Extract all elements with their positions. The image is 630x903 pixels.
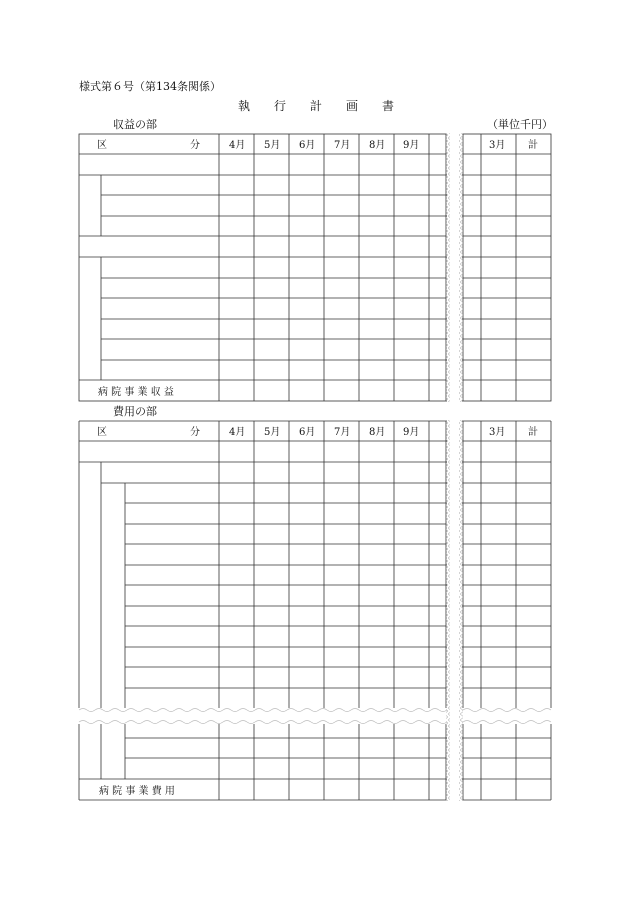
revenue-table (79, 134, 551, 401)
revenue-table-frame (79, 134, 551, 401)
expense-header-month: 5月 (264, 427, 281, 438)
revenue-total-label: 病 院 事 業 収 益 (98, 387, 174, 398)
revenue-header-month: 4月 (229, 140, 246, 151)
expense-header-bun: 分 (190, 427, 200, 438)
expense-table (79, 421, 551, 800)
expense-header-total: 計 (528, 427, 538, 438)
revenue-header-month: 8月 (369, 140, 386, 151)
revenue-header-kubun: 区 (97, 140, 107, 151)
expense-header-month: 7月 (334, 427, 351, 438)
expense-header-month: 6月 (299, 427, 316, 438)
document-title: 執 行 計 画 書 (238, 99, 395, 113)
revenue-header-month: 9月 (403, 140, 420, 151)
expense-header-month-last: 3月 (489, 427, 506, 438)
expense-header-kubun: 区 (97, 427, 107, 438)
revenue-header-bun: 分 (190, 140, 200, 151)
revenue-section-label: 収益の部 (113, 118, 157, 131)
revenue-header-month: 6月 (299, 140, 316, 151)
expense-header-month: 4月 (229, 427, 246, 438)
revenue-header-month-last: 3月 (489, 140, 506, 151)
expense-row-break (75, 708, 555, 724)
form-number: 様式第６号（第134条関係） (79, 80, 221, 93)
expense-header-month: 9月 (403, 427, 420, 438)
expense-header-month: 8月 (369, 427, 386, 438)
expense-total-label: 病 院 事 業 費 用 (99, 786, 175, 797)
unit-label: （単位千円） (487, 118, 553, 131)
revenue-header-month: 7月 (334, 140, 351, 151)
revenue-header-month: 5月 (264, 140, 281, 151)
revenue-header-total: 計 (528, 140, 538, 151)
expense-section-label: 費用の部 (113, 405, 157, 418)
